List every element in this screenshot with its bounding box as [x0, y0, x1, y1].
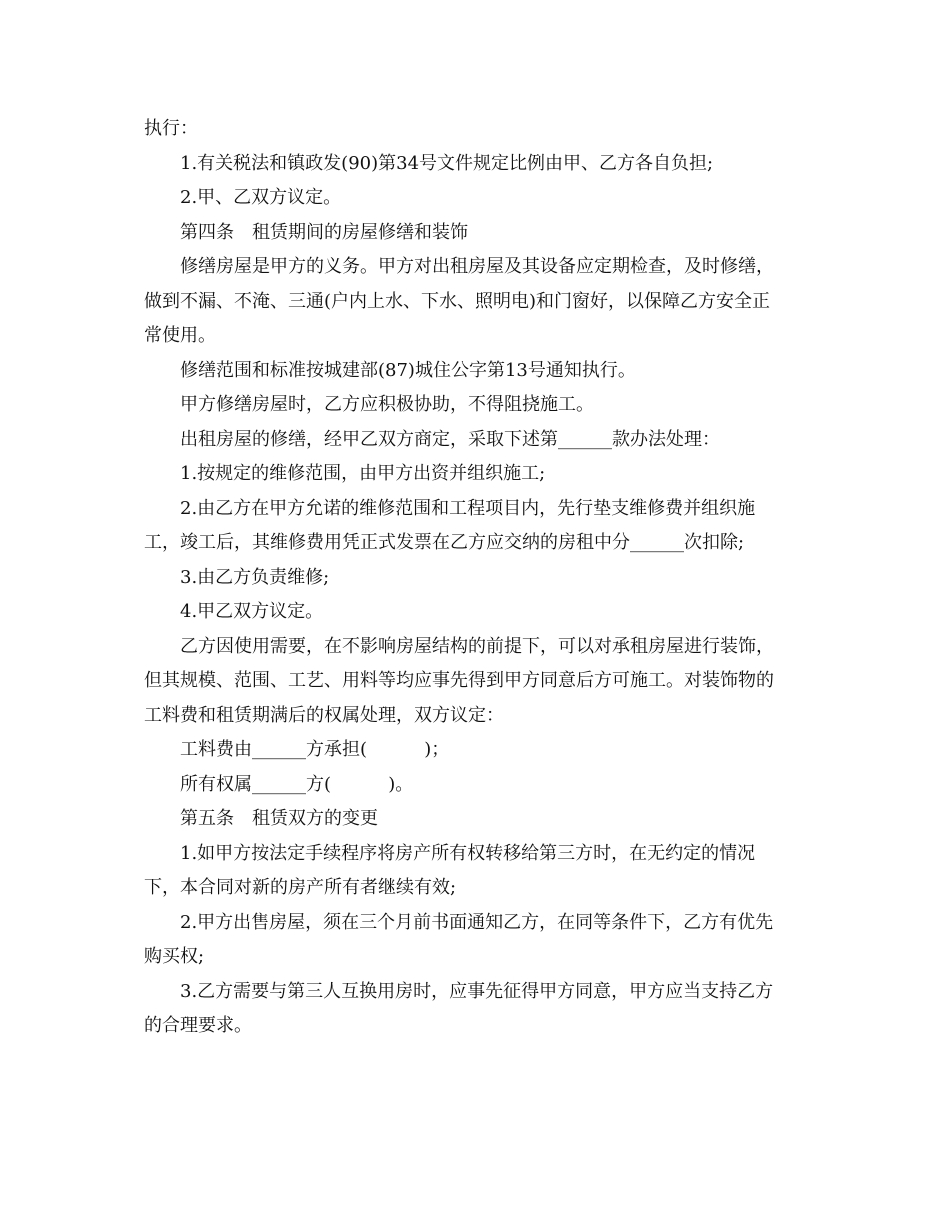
text-line: 甲方修缮房屋时，乙方应积极协助，不得阻挠施工。 [180, 394, 594, 415]
text-line: 3.由乙方负责维修; [180, 566, 330, 588]
text-line: 但其规模、范围、工艺、用料等均应事先得到甲方同意后方可施工。对装饰物的 [144, 670, 774, 691]
text-line: 第四条 租赁期间的房屋修缮和装饰 [180, 221, 468, 243]
text-line: 所有权属______方( )。 [180, 773, 414, 795]
text-line: 2.甲方出售房屋，须在三个月前书面通知乙方，在同等条件下，乙方有优先 [180, 911, 774, 933]
document-body [144, 112, 810, 1044]
text-line: 下，本合同对新的房产所有者继续有效; [144, 877, 457, 898]
text-line: 3.乙方需要与第三人互换用房时，应事先征得甲方同意，甲方应当支持乙方 [180, 980, 774, 1002]
text-line: 乙方因使用需要，在不影响房屋结构的前提下，可以对承租房屋进行装饰， [180, 635, 774, 657]
text-line: 常使用。 [144, 325, 216, 346]
text-line: 工料费由______方承担( )； [180, 739, 450, 760]
text-line: 工料费和租赁期满后的权属处理，双方议定： [144, 704, 504, 726]
text-line: 修缮房屋是甲方的义务。甲方对出租房屋及其设备应定期检查，及时修缮， [180, 256, 774, 277]
text-line: 第五条 租赁双方的变更 [180, 808, 378, 829]
text-line: 执行： [144, 118, 198, 139]
text-line: 2.由乙方在甲方允诺的维修范围和工程项目内，先行垫支维修费并组织施 [180, 497, 756, 519]
text-line: 购买权; [144, 946, 205, 967]
text-line: 的合理要求。 [144, 1015, 252, 1036]
text-line: 1.如甲方按法定手续程序将房产所有权转移给第三方时，在无约定的情况 [180, 842, 756, 864]
text-line: 1.有关税法和镇政发(90)第34号文件规定比例由甲、乙方各自负担; [180, 152, 714, 174]
text-line: 做到不漏、不淹、三通(户内上水、下水、照明电)和门窗好，以保障乙方安全正 [144, 290, 771, 312]
text-line: 1.按规定的维修范围，由甲方出资并组织施工; [180, 463, 546, 484]
text-line: 工，竣工后，其维修费用凭正式发票在乙方应交纳的房租中分______次扣除; [144, 532, 745, 553]
text-line: 修缮范围和标准按城建部(87)城住公字第13号通知执行。 [180, 359, 636, 381]
text-line: 4.甲乙双方议定。 [180, 601, 324, 622]
text-line: 2.甲、乙双方议定。 [180, 187, 342, 208]
text-line: 出租房屋的修缮，经甲乙双方商定，采取下述第______款办法处理： [180, 428, 720, 450]
